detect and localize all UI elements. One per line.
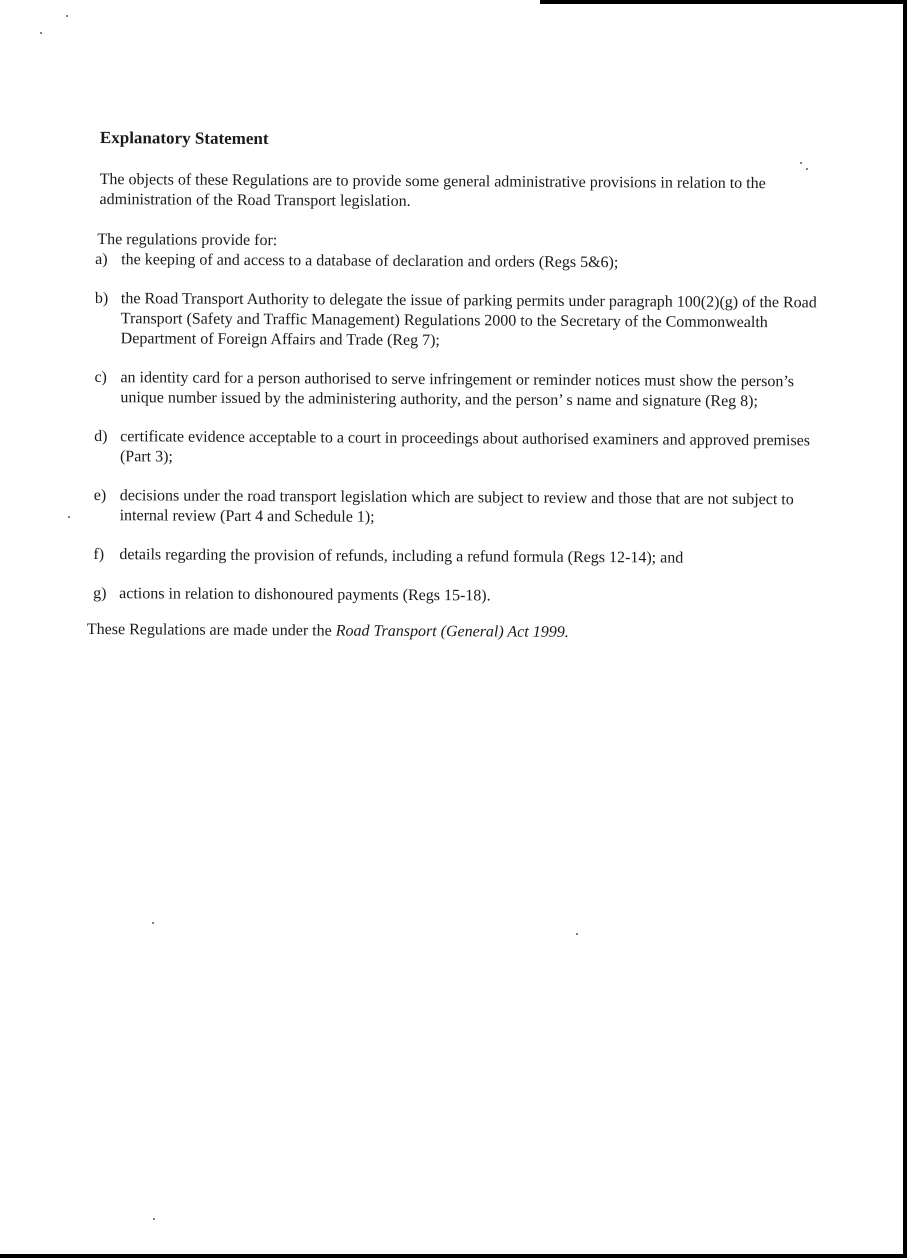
list-item [94,427,820,471]
list-item-text: actions in relation to dishonoured payments (Regs 15-18). [119,585,491,605]
scan-speck [152,922,154,924]
intro-paragraph: The objects of these Regulations are to provide some general administrative provisions in relation to the administration of the Road Transport legislation. [99,171,766,210]
list-item-text: decisions under the road transport legislation which are subject to review and those that are not subject to internal review (Part 4 and Schedule 1); [119,487,794,526]
scan-speck [68,516,70,518]
list-item-text: details regarding the provision of refunds, including a refund formula (Regs 12-14); and [119,546,684,567]
list-item [95,250,821,274]
explanatory-statement [87,128,822,644]
closing-paragraph [87,620,819,644]
list-item-label: g) [93,585,107,603]
list-item-text: the keeping of and access to a database of declaration and orders (Regs 5&6); [121,251,619,272]
scan-speck [576,933,578,935]
list-item [94,368,820,412]
list-item-label: e) [93,487,107,505]
scan-edge-bottom [0,1254,907,1258]
scan-speck [40,32,42,34]
list-item-label: b) [94,290,109,308]
act-title: Road Transport (General) Act 1999. [335,622,569,641]
list-item-text: certificate evidence acceptable to a court in proceedings about authorised examiners and approved premises (Part 3); [119,428,811,466]
list-item-label: d) [94,428,108,446]
scan-edge-top [540,0,907,4]
list-item [95,289,821,353]
list-item [93,545,819,569]
scan-speck [66,15,68,17]
list-item-label: f) [93,546,105,564]
scan-speck [153,1218,155,1220]
list-item [93,584,819,608]
document-heading: Explanatory Statement [99,128,269,149]
list-lead: The regulations provide for: [97,231,278,250]
scan-edge-right [903,0,907,1258]
list-item-text: the Road Transport Authority to delegate the issue of parking permits under paragraph 100(2)(g) of the Road Transport (Safety and Traffic Management) Regulations 2000 to the Secretary of the Commonwealth Department of Foreign Affairs and Trade (Reg 7); [120,290,817,350]
list-item [94,486,820,530]
list-item-label: c) [94,369,107,387]
list-item-text: an identity card for a person authorised to serve infringement or reminder notices must show the person’s unique number issued by the administering authority, and the person’ s name and signature (Reg 8); [120,369,795,411]
list-item-label: a) [95,251,108,269]
closing-prefix: These Regulations are made under the [86,620,336,640]
